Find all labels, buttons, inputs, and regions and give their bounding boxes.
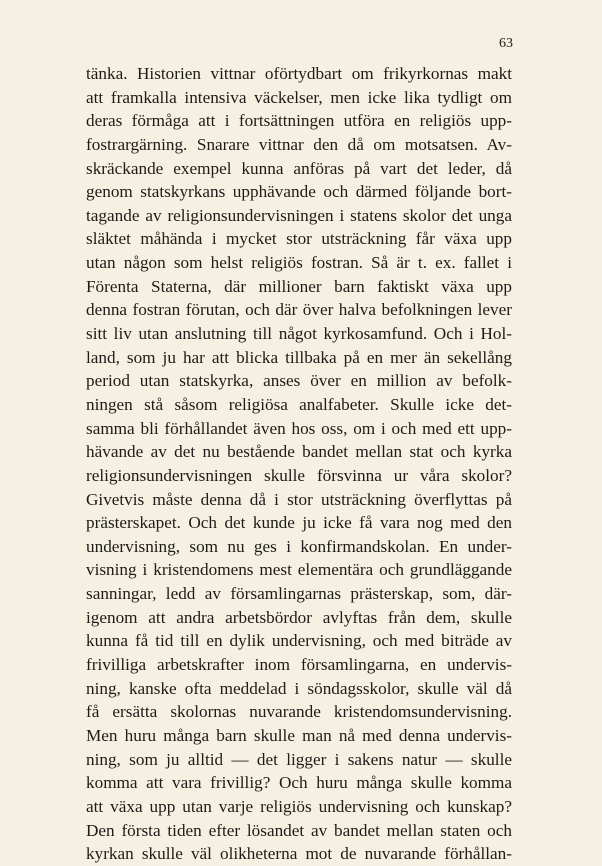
text-line: kunna få tid till en dylik undervisning, och med biträde av (86, 631, 512, 651)
text-line: undervisning, som nu ges i konfirmandskolan. En under- (86, 536, 512, 556)
text-line: hävande av det nu bestående bandet mellan stat och kyrka (86, 442, 512, 462)
text-line: genom statskyrkans upphävande och därmed följande bort- (86, 182, 512, 202)
body-text (86, 62, 512, 866)
text-line: utan någon som helst religiös fostran. Så är t. ex. fallet i (86, 253, 512, 273)
text-line: igenom att andra arbetsbördor avlyftas från dem, skulle (86, 607, 512, 627)
text-line: Den första tiden efter lösandet av bandet mellan staten och (86, 820, 512, 840)
text-line: deras förmåga att i fortsättningen utföra en religiös upp- (86, 111, 512, 131)
text-line: frivilliga arbetskrafter inom församlingarna, en undervis- (86, 655, 512, 675)
text-line: ningen stå såsom religiösa analfabeter. Skulle icke det- (86, 394, 512, 414)
text-line: denna fostran förutan, och där över halva befolkningen lever (86, 300, 512, 320)
text-line: tänka. Historien vittnar oförtydbart om frikyrkornas makt (86, 64, 512, 83)
text-line: period utan statskyrka, anses över en million av befolk- (86, 371, 512, 391)
text-line: att framkalla intensiva väckelser, men icke lika tydligt om (86, 87, 512, 107)
text-line: att växa upp utan varje religiös undervisning och kunskap? (86, 796, 512, 816)
text-line: skräckande exempel kunna anföras på vart det leder, då (86, 158, 512, 178)
text-line: Förenta Staterna, där millioner barn faktiskt växa upp (86, 276, 512, 296)
page-number: 63 (499, 36, 513, 51)
text-line: sitt liv utan anslutning till något kyrkosamfund. Och i Hol- (86, 324, 512, 344)
text-line: fostrargärning. Snarare vittnar den då om motsatsen. Av- (86, 134, 512, 154)
text-line: komma att vara frivillig? Och huru många skulle komma (86, 773, 512, 793)
text-line: tagande av religionsundervisningen i statens skolor det unga (86, 205, 512, 225)
text-line: religionsundervisningen skulle försvinna ur våra skolor? (86, 465, 512, 485)
text-line: släktet måhända i mycket stor utsträckning får växa upp (86, 229, 512, 249)
text-line: få ersätta skolornas nuvarande kristendomsundervisning. (86, 702, 512, 722)
text-line: Men huru många barn skulle man nå med denna undervis- (86, 725, 512, 745)
text-line: prästerskapet. Och det kunde ju icke få vara nog med den (86, 513, 512, 533)
text-line: ning, kanske ofta meddelad i söndagsskolor, skulle väl då (86, 678, 512, 698)
text-line: ning, som ju alltid — det ligger i sakens natur — skulle (86, 749, 512, 769)
text-line: samma bli förhållandet även hos oss, om i och med ett upp- (86, 418, 512, 438)
text-line: sanningar, ledd av församlingarnas prästerskap, som, där- (86, 584, 512, 604)
text-line: visning i kristendomens mest elementära och grundläggande (86, 560, 512, 580)
text-line: Givetvis måste denna då i stor utsträckning överflyttas på (86, 489, 512, 509)
text-line: kyrkan skulle väl olikheterna mot de nuvarande förhållan- (86, 844, 512, 864)
text-line: land, som ju har att blicka tillbaka på en mer än sekellång (86, 347, 512, 367)
